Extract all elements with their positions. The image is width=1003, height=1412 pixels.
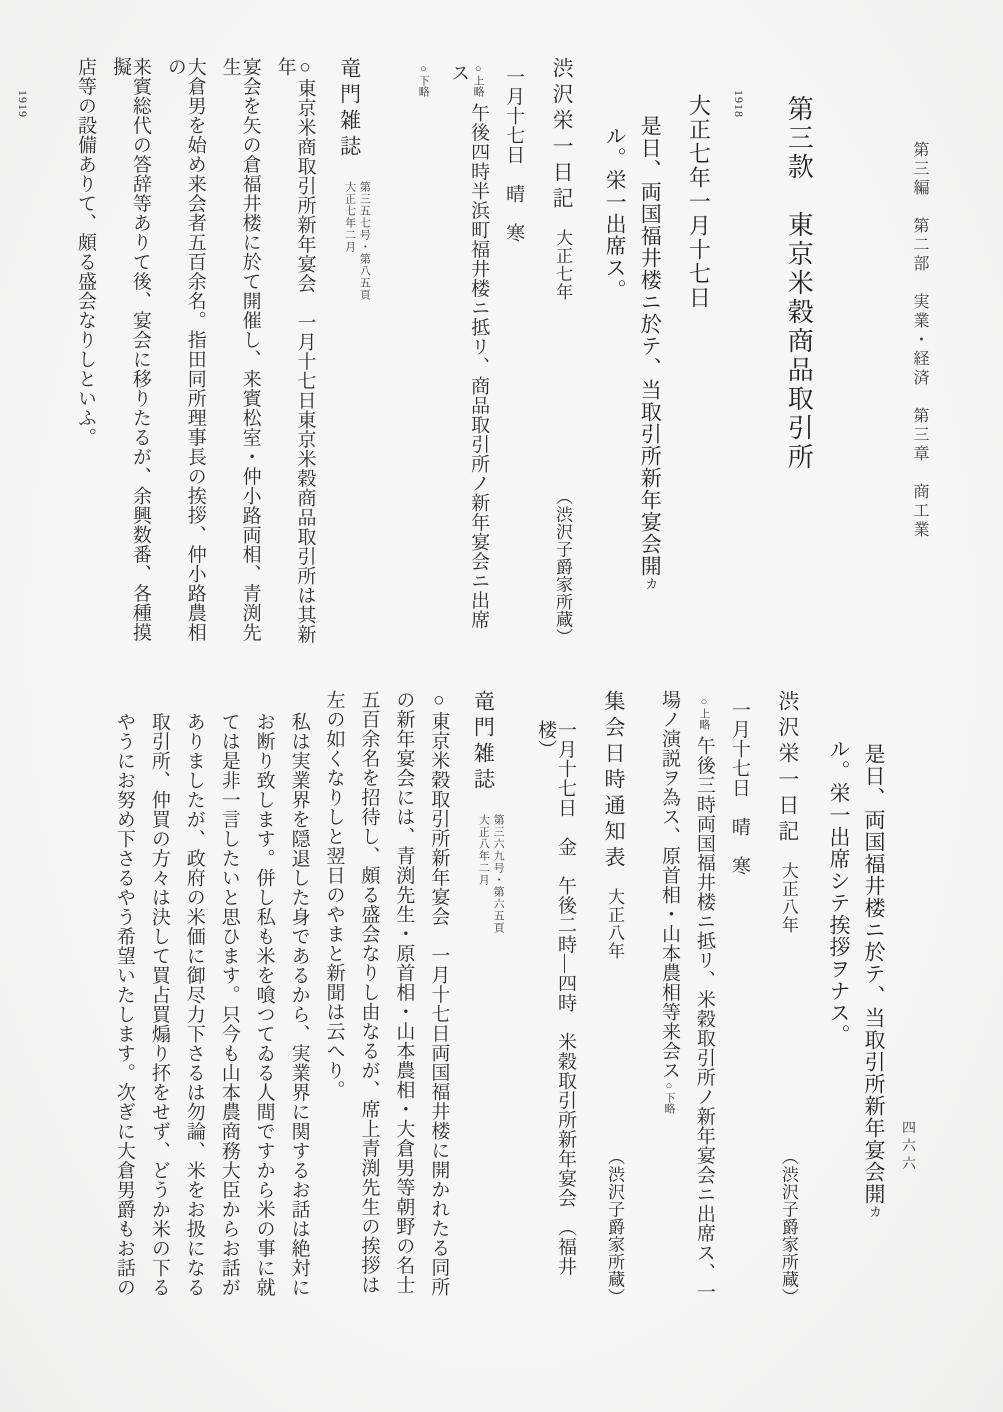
source-title: 集会日時通知表 bbox=[602, 690, 627, 872]
source-era: 大正七年 bbox=[553, 229, 573, 301]
summary-small-kana: カ bbox=[867, 1205, 882, 1220]
diary-entry bbox=[448, 57, 488, 645]
diary-entry-text: 午後三時両国福井楼ニ抵リ、米穀取引所ノ新年宴会ニ出席ス、一 bbox=[693, 736, 715, 1302]
source-tsuchihyo bbox=[603, 690, 625, 1305]
speech-quote-line: 私は実業界を隠退した身であるから、実業界に関するお話は絶対に bbox=[288, 712, 310, 1297]
article-line: 来賓総代の答辞等ありて後、宴会に移りたるが、余興数番、各種摸擬 bbox=[109, 57, 151, 642]
citation-issue: 第三六九号・第六五頁 bbox=[492, 814, 505, 934]
article-line: の新年宴会には、青渕先生・原首相・山本農相・大倉男等朝野の名士 bbox=[393, 690, 415, 1295]
jouryaku-mark: ○上略 bbox=[472, 63, 485, 97]
diary-date-line: 一月十七日 晴 寒 bbox=[503, 67, 525, 243]
speech-quote-line: ては是非一言したいと思ひます。只今も山本農商務大臣からお話が bbox=[218, 712, 240, 1297]
article-line: 店等の設備ありて、頗る盛会なりしといふ。 bbox=[75, 57, 97, 447]
speech-quote-line: お断り致します。併し私も米を喰つてゐる人間ですから米の事に就 bbox=[253, 712, 275, 1297]
diary-entry-text: 午後四時半浜町福井楼ニ抵リ、商品取引所ノ新年宴会ニ出席ス bbox=[448, 63, 490, 630]
running-header: 第三編 第二部 実業・経済 第三章 商工業 bbox=[911, 141, 928, 540]
diary-entry-line-2 bbox=[659, 690, 679, 1305]
western-year-1918: 1918 bbox=[731, 90, 746, 118]
diary-entry-text: 場ノ演説ヲ為ス、原首相・山本農相等来会ス bbox=[658, 690, 680, 1080]
date-heading-taisho7: 大正七年一月十七日 bbox=[686, 94, 712, 310]
source-ryumon-1919 bbox=[472, 690, 505, 1305]
summary-line-1 bbox=[639, 57, 661, 645]
source-diary-1919 bbox=[777, 690, 799, 1305]
western-year-1919: 1919 bbox=[16, 90, 31, 118]
source-diary-1918 bbox=[551, 57, 573, 645]
summary-text: 是日、両国福井楼ニ於テ、当取引所新年宴会開 bbox=[862, 743, 886, 1205]
summary-small-kana: カ bbox=[643, 577, 659, 592]
citation-note bbox=[475, 814, 506, 934]
summary-line-2: ル。栄一出席ス。 bbox=[603, 125, 628, 301]
citation-date: 大正八年二月 bbox=[477, 814, 490, 886]
top-register bbox=[0, 57, 927, 645]
diary-date-line: 一月十七日 晴 寒 bbox=[728, 700, 750, 876]
section-title: 第三款 東京米穀商品取引所 bbox=[784, 95, 814, 472]
article-line: ○東京米商取引所新年宴会 一月十七日東京米穀商品取引所は其新年 bbox=[274, 57, 316, 644]
source-title: 渋沢栄一日記 bbox=[550, 57, 575, 213]
summary-line-2: ル。栄一出席シテ挨拶ヲナス。 bbox=[826, 738, 851, 1046]
geryaku-column bbox=[413, 57, 433, 645]
source-owner: （渋沢子爵家所蔵） bbox=[778, 1147, 798, 1305]
source-title: 竜門雑誌 bbox=[471, 690, 496, 794]
date-heading-1918 bbox=[687, 57, 745, 645]
schedule-entry: 一月十七日 金 午後二時―四時 米穀取引所新年宴会 （福井楼） bbox=[535, 720, 576, 1276]
summary-line-1 bbox=[863, 690, 885, 1305]
page-number: 四六六 bbox=[900, 1120, 915, 1174]
source-owner: （渋沢子爵家所蔵） bbox=[604, 1147, 624, 1305]
date-heading-1919 bbox=[0, 57, 29, 645]
jouryaku-mark: ○上略 bbox=[697, 696, 710, 730]
article-line: ○東京米穀取引所新年宴会 一月十七日両国福井楼に開かれたる同所 bbox=[428, 690, 450, 1297]
source-title: 竜門雑誌 bbox=[337, 57, 362, 161]
summary-text: 是日、両国福井楼ニ於テ、当取引所新年宴会開 bbox=[638, 115, 663, 577]
citation-issue: 第三五七号・第八五頁 bbox=[358, 181, 371, 301]
geryaku-mark: ○下略 bbox=[662, 1080, 675, 1114]
source-era: 大正八年 bbox=[778, 862, 798, 934]
citation-date: 大正七年二月 bbox=[343, 181, 356, 253]
source-title: 渋沢栄一日記 bbox=[775, 690, 800, 846]
geryaku-mark: ○下略 bbox=[417, 63, 430, 97]
article-line: 五百余名を招待し、頗る盛会なりし由なるが、席上青渕先生の挨拶は bbox=[358, 690, 380, 1295]
article-line: 宴会を矢の倉福井楼に於て開催し、来賓松室・仲小路両相、青渕先生 bbox=[219, 57, 261, 642]
speech-quote-line: やうにお努め下さるやう希望いたします。次ぎに大倉男爵もお話の bbox=[113, 712, 135, 1297]
diary-entry-line-1 bbox=[694, 690, 714, 1305]
source-ryumon-1918 bbox=[339, 57, 372, 645]
bottom-register bbox=[114, 690, 885, 1305]
citation-note bbox=[341, 181, 372, 301]
article-line: 大倉男を始め来会者五百余名。指田同所理事長の挨拶、仲小路農相の bbox=[164, 57, 206, 642]
speech-quote-line: ありましたが、政府の米価に御尽力下さるは勿論、米をお扱になる bbox=[183, 712, 205, 1297]
article-line: 左の如くなりしと翌日のやまと新聞は云へり。 bbox=[323, 690, 345, 1100]
source-era: 大正八年 bbox=[605, 888, 625, 960]
speech-quote-line: 取引所、仲買の方々は決して買占買煽り抔をせず、どうか米の下る bbox=[148, 712, 170, 1297]
source-owner: （渋沢子爵家所蔵） bbox=[553, 487, 573, 645]
